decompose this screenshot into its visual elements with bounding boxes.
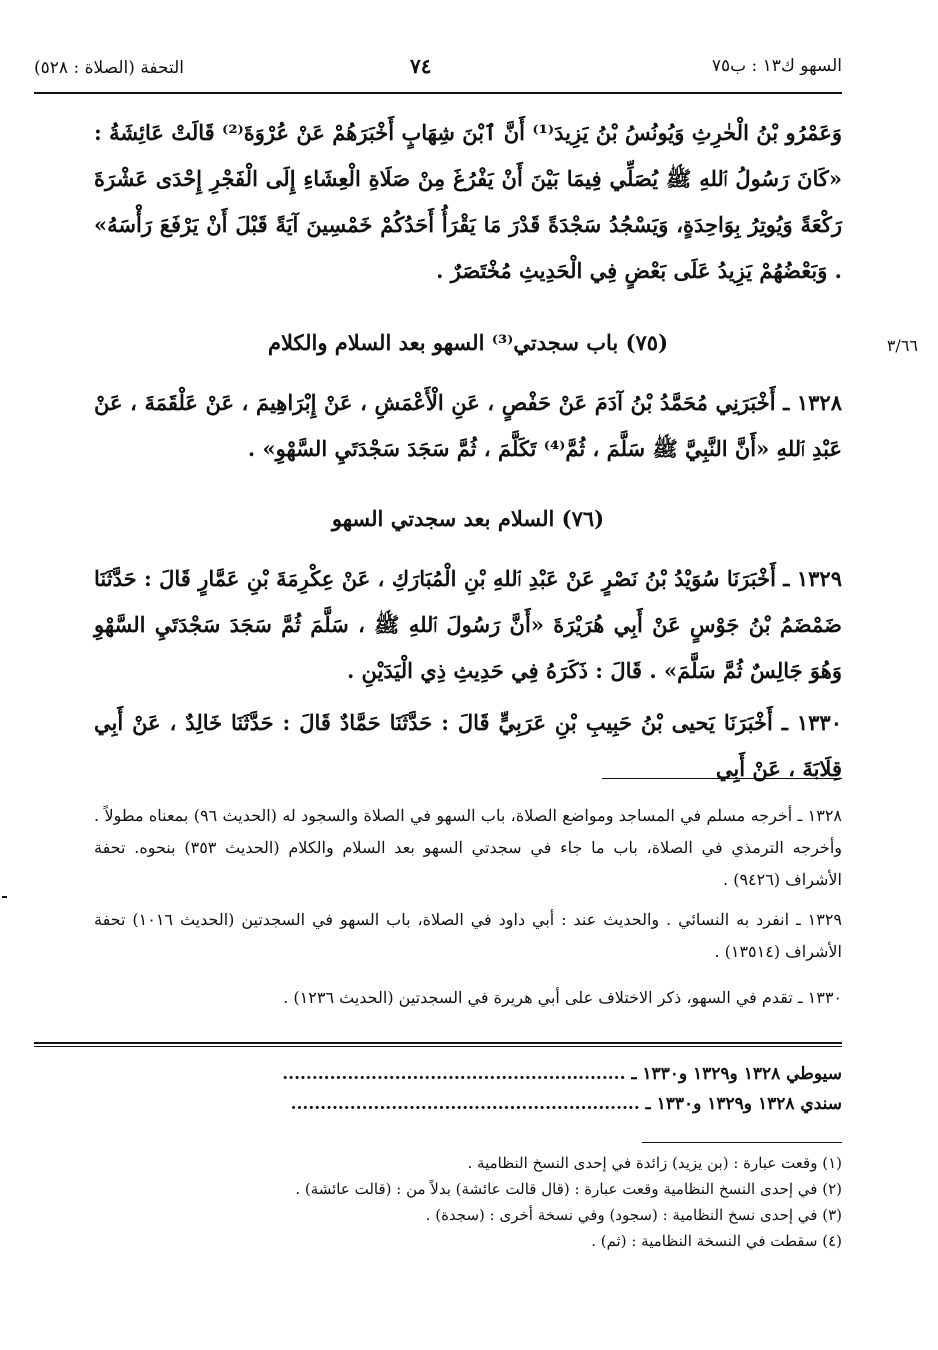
variant-notes — [94, 1150, 842, 1254]
footnote-separator — [602, 778, 842, 779]
note-1: (١) وقعت عبارة : (بن يزيد) زائدة في إحدى النسخ النظامية . — [467, 1154, 842, 1172]
hadith-1329 — [94, 556, 842, 694]
commentary-rule — [34, 1042, 842, 1044]
takhrij-1330 — [94, 982, 842, 1014]
takhrij-paragraph: ١٣٢٨ ـ أخرجه مسلم في المساجد ومواضع الصلاة، باب السهو في الصلاة والسجود له (الحديث ٩٦) بمعناه مطولاً . وأخرجه الترمذي في الصلاة، باب ما جاء في سجدتي السهو بعد السلام والكلام (الحديث ٣٥٣) بنحوه. تحفة الأشراف (٩٤٢٦) . — [94, 806, 842, 889]
cross-ref-suyuti: سيوطي ١٣٢٨ و١٣٢٩ و١٣٣٠ ـ .......................................................... — [282, 1064, 842, 1084]
hadith-paragraph: ١٣٣٠ ـ أَخْبَرَنَا يَحيى بْنُ حَبِيبِ بْنِ عَرَبِيٍّ قَالَ : حَدَّثَنَا حَمَّادٌ قَالَ : حَدَّثَنَا خَالِدٌ ، عَنْ أَبِي قِلَابَةَ ، عَنْ أَبِي — [94, 710, 842, 781]
chapter-heading-76: (٧٦) السلام بعد سجدتي السهو — [331, 506, 605, 531]
chapter-heading-75: (٧٥) باب سجدتي⁽³⁾ السهو بعد السلام والكلام — [267, 330, 669, 355]
scan-edge-mark — [2, 896, 7, 898]
commentary-rule-thin — [34, 1046, 842, 1047]
notes-separator — [642, 1142, 842, 1143]
hadith-paragraph: ١٣٢٨ ـ أَخْبَرَنِي مُحَمَّدُ بْنُ آدَمَ عَنْ حَفْصٍ ، عَنِ الْأَعْمَشِ ، عَنْ إِبْرَاهِيمَ ، عَنْ عَلْقَمَةَ ، عَنْ عَبْدِ ٱللهِ «أَنَّ النَّبِيَّ ﷺ سَلَّمَ ، ثُمَّ⁽⁴⁾ تَكَلَّمَ ، ثُمَّ سَجَدَ سَجْدَتَيِ السَّهْوِ» . — [94, 390, 842, 461]
hadith-1328 — [94, 380, 842, 472]
takhrij-1328 — [94, 800, 842, 896]
note-2: (٢) في إحدى النسخ النظامية وقعت عبارة : (قال قالت عائشة) بدلاً من : (قالت عائشة) . — [295, 1180, 842, 1198]
margin-reference: ٣/٦٦ — [886, 336, 918, 355]
running-header-tuhfa: التحفة (الصلاة : ٥٢٨) — [34, 58, 185, 78]
cross-ref-sindi: سندي ١٣٢٨ و١٣٢٩ و١٣٣٠ ـ ........................................................... — [290, 1094, 842, 1114]
page-number: ٧٤ — [410, 54, 432, 78]
note-4: (٤) سقطت في النسخة النظامية : (ثم) . — [591, 1232, 842, 1250]
takhrij-paragraph: ١٣٢٩ ـ انفرد به النسائي . والحديث عند : أبي داود في الصلاة، باب السهو في السجدتين (الحديث ١٠١٦) تحفة الأشراف (١٣٥١٤) . — [94, 910, 842, 961]
hadith-paragraph: ١٣٢٩ ـ أَخْبَرَنَا سُوَيْدُ بْنُ نَصْرٍ عَنْ عَبْدِ ٱللهِ بْنِ الْمُبَارَكِ ، عَنْ عِكْرِمَةَ بْنِ عَمَّارٍ قَالَ : حَدَّثَنَا ضَمْضَمُ بْنُ جَوْسٍ عَنْ أَبِي هُرَيْرَةَ «أَنَّ رَسُولَ ٱللهِ ﷺ ، سَلَّمَ ثُمَّ سَجَدَ سَجْدَتَيِ السَّهْوِ وَهُوَ جَالِسٌ ثُمَّ سَلَّمَ» . قَالَ : ذَكَرَهُ فِي حَدِيثِ ذِي الْيَدَيْنِ . — [94, 566, 842, 683]
intro-paragraph: وَعَمْرُو بْنُ الْحٰرِثِ وَيُونُسُ بْنُ يَزِيدَ⁽¹⁾ أَنَّ ٱبْنَ شِهَابٍ أَخْبَرَهُمْ عَنْ عُرْوَةَ⁽²⁾ قَالَتْ عَائِشَةُ : «كَانَ رَسُولُ ٱللهِ ﷺ يُصَلِّي فِيمَا بَيْنَ أَنْ يَفْرُغَ مِنْ صَلَاةِ الْعِشَاءِ إِلَى الْفَجْرِ إِحْدَى عَشْرَةَ رَكْعَةً وَيُوتِرُ بِوَاحِدَةٍ، وَيَسْجُدُ سَجْدَةً قَدْرَ مَا يَقْرَأُ أَحَدُكُمْ خَمْسِينَ آيَةً قَبْلَ أَنْ يَرْفَعَ رَأْسَهُ» . وَبَعْضُهُمْ يَزِيدُ عَلَى بَعْضٍ فِي الْحَدِيثِ مُخْتَصَرٌ . — [94, 120, 842, 283]
note-3: (٣) في إحدى نسخ النظامية : (سجود) وفي نسخة أخرى : (سجدة) . — [425, 1206, 842, 1224]
header-rule — [34, 92, 842, 94]
running-header-section: السهو ك١٣ : ب٧٥ — [711, 56, 842, 76]
intro-hadith-text — [94, 110, 842, 294]
takhrij-paragraph: ١٣٣٠ ـ تقدم في السهو، ذكر الاختلاف على أبي هريرة في السجدتين (الحديث ١٢٣٦) . — [283, 988, 842, 1007]
takhrij-1329 — [94, 904, 842, 968]
